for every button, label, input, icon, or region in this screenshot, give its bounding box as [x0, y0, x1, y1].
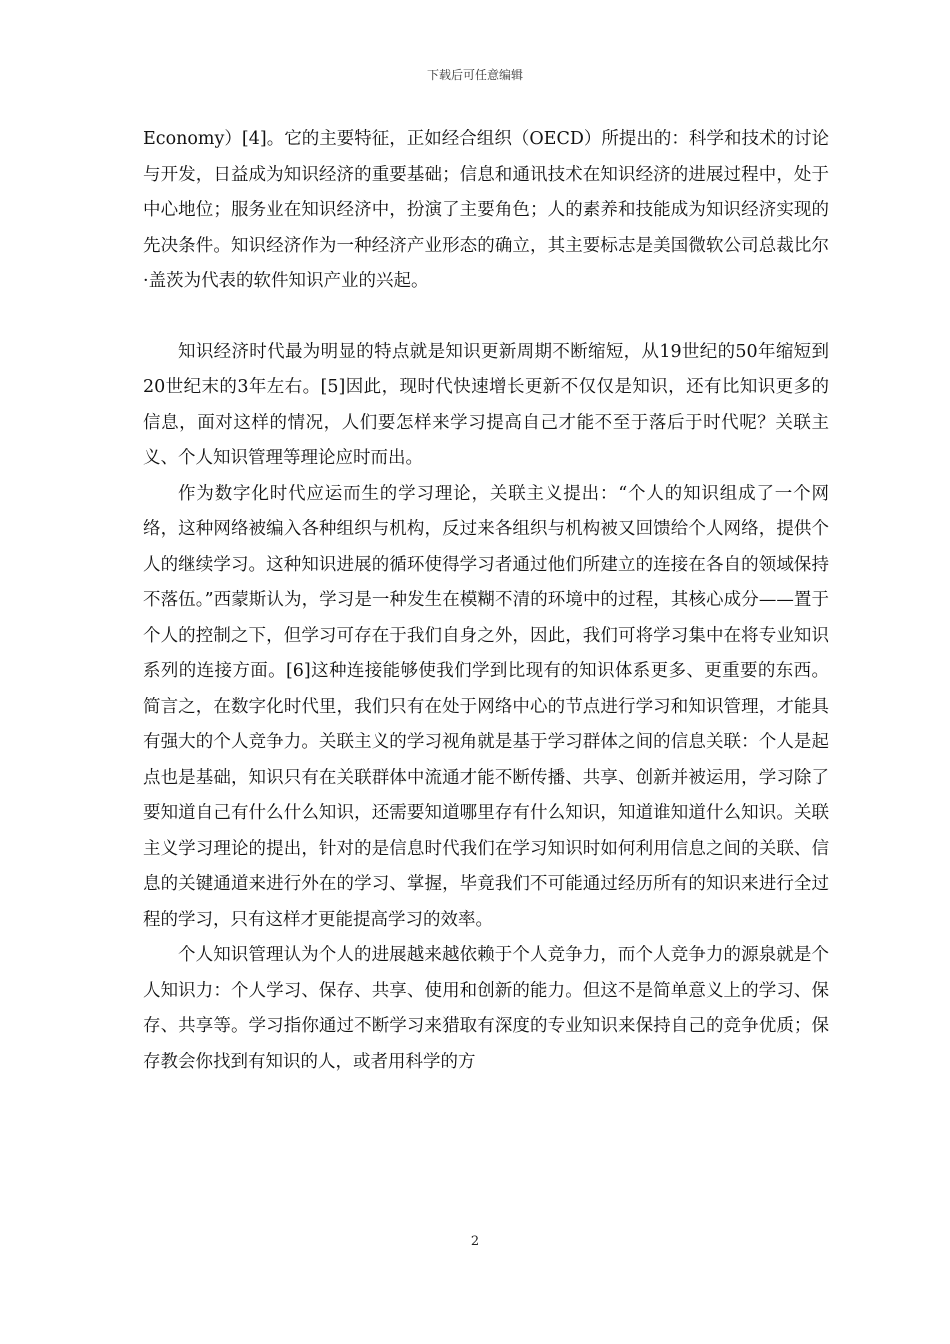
page-number: 2 — [470, 1234, 480, 1249]
paragraph-1: Economy）[4]。它的主要特征，正如经合组织（OECD）所提出的：科学和技术的讨论与开发，日益成为知识经济的重要基础；信息和通讯技术在知识经济的进展过程中，处于中心地位；服务业在知识经济中，扮演了主要角色；人的素养和技能成为知识经济实现的先决条件。知识经济作为一种经济产业形态的确立，其主要标志是美国微软公司总裁比尔·盖茨为代表的软件知识产业的兴起。 — [143, 129, 829, 291]
paragraph-4: 个人知识管理认为个人的进展越来越依赖于个人竞争力，而个人竞争力的源泉就是个人知识力：个人学习、保存、共享、使用和创新的能力。但这不是简单意义上的学习、保存、共享等。学习指你通过不断学习来猎取有深度的专业知识来保持自己的竞争优质；保存教会你找到有知识的人，或者用科学的方 — [143, 945, 829, 1072]
paragraph-3: 作为数字化时代应运而生的学习理论，关联主义提出：“个人的知识组成了一个网络，这种网络被编入各种组织与机构，反过来各组织与机构被又回馈给个人网络，提供个人的继续学习。这种知识进展的循环使得学习者通过他们所建立的连接在各自的领域保持不落伍。”西蒙斯认为，学习是一种发生在模糊不清的环境中的过程，其核心成分——置于个人的控制之下，但学习可存在于我们自身之外，因此，我们可将学习集中在将专业知识系列的连接方面。[6]这种连接能够使我们学到比现有的知识体系更多、更重要的东西。简言之，在数字化时代里，我们只有在处于网络中心的节点进行学习和知识管理，才能具有强大的个人竞争力。关联主义的学习视角就是基于学习群体之间的信息关联：个人是起点也是基础，知识只有在关联群体中流通才能不断传播、共享、创新并被运用，学习除了要知道自己有什么什么知识，还需要知道哪里存有什么知识，知道谁知道什么知识。关联主义学习理论的提出，针对的是信息时代我们在学习知识时如何利用信息之间的关联、信息的关键通道来进行外在的学习、掌握，毕竟我们不可能通过经历所有的知识来进行全过程的学习，只有这样才更能提高学习的效率。 — [143, 483, 829, 930]
paragraph-2: 知识经济时代最为明显的特点就是知识更新周期不断缩短，从19世纪的50年缩短到20世纪末的3年左右。[5]因此，现时代快速增长更新不仅仅是知识，还有比知识更多的信息，面对这样的情况，人们要怎样来学习提高自己才能不至于落后于时代呢？关联主义、个人知识管理等理论应时而出。 — [143, 341, 829, 468]
document-body — [143, 122, 829, 1080]
page-header: 下载后可任意编辑 — [426, 68, 523, 82]
